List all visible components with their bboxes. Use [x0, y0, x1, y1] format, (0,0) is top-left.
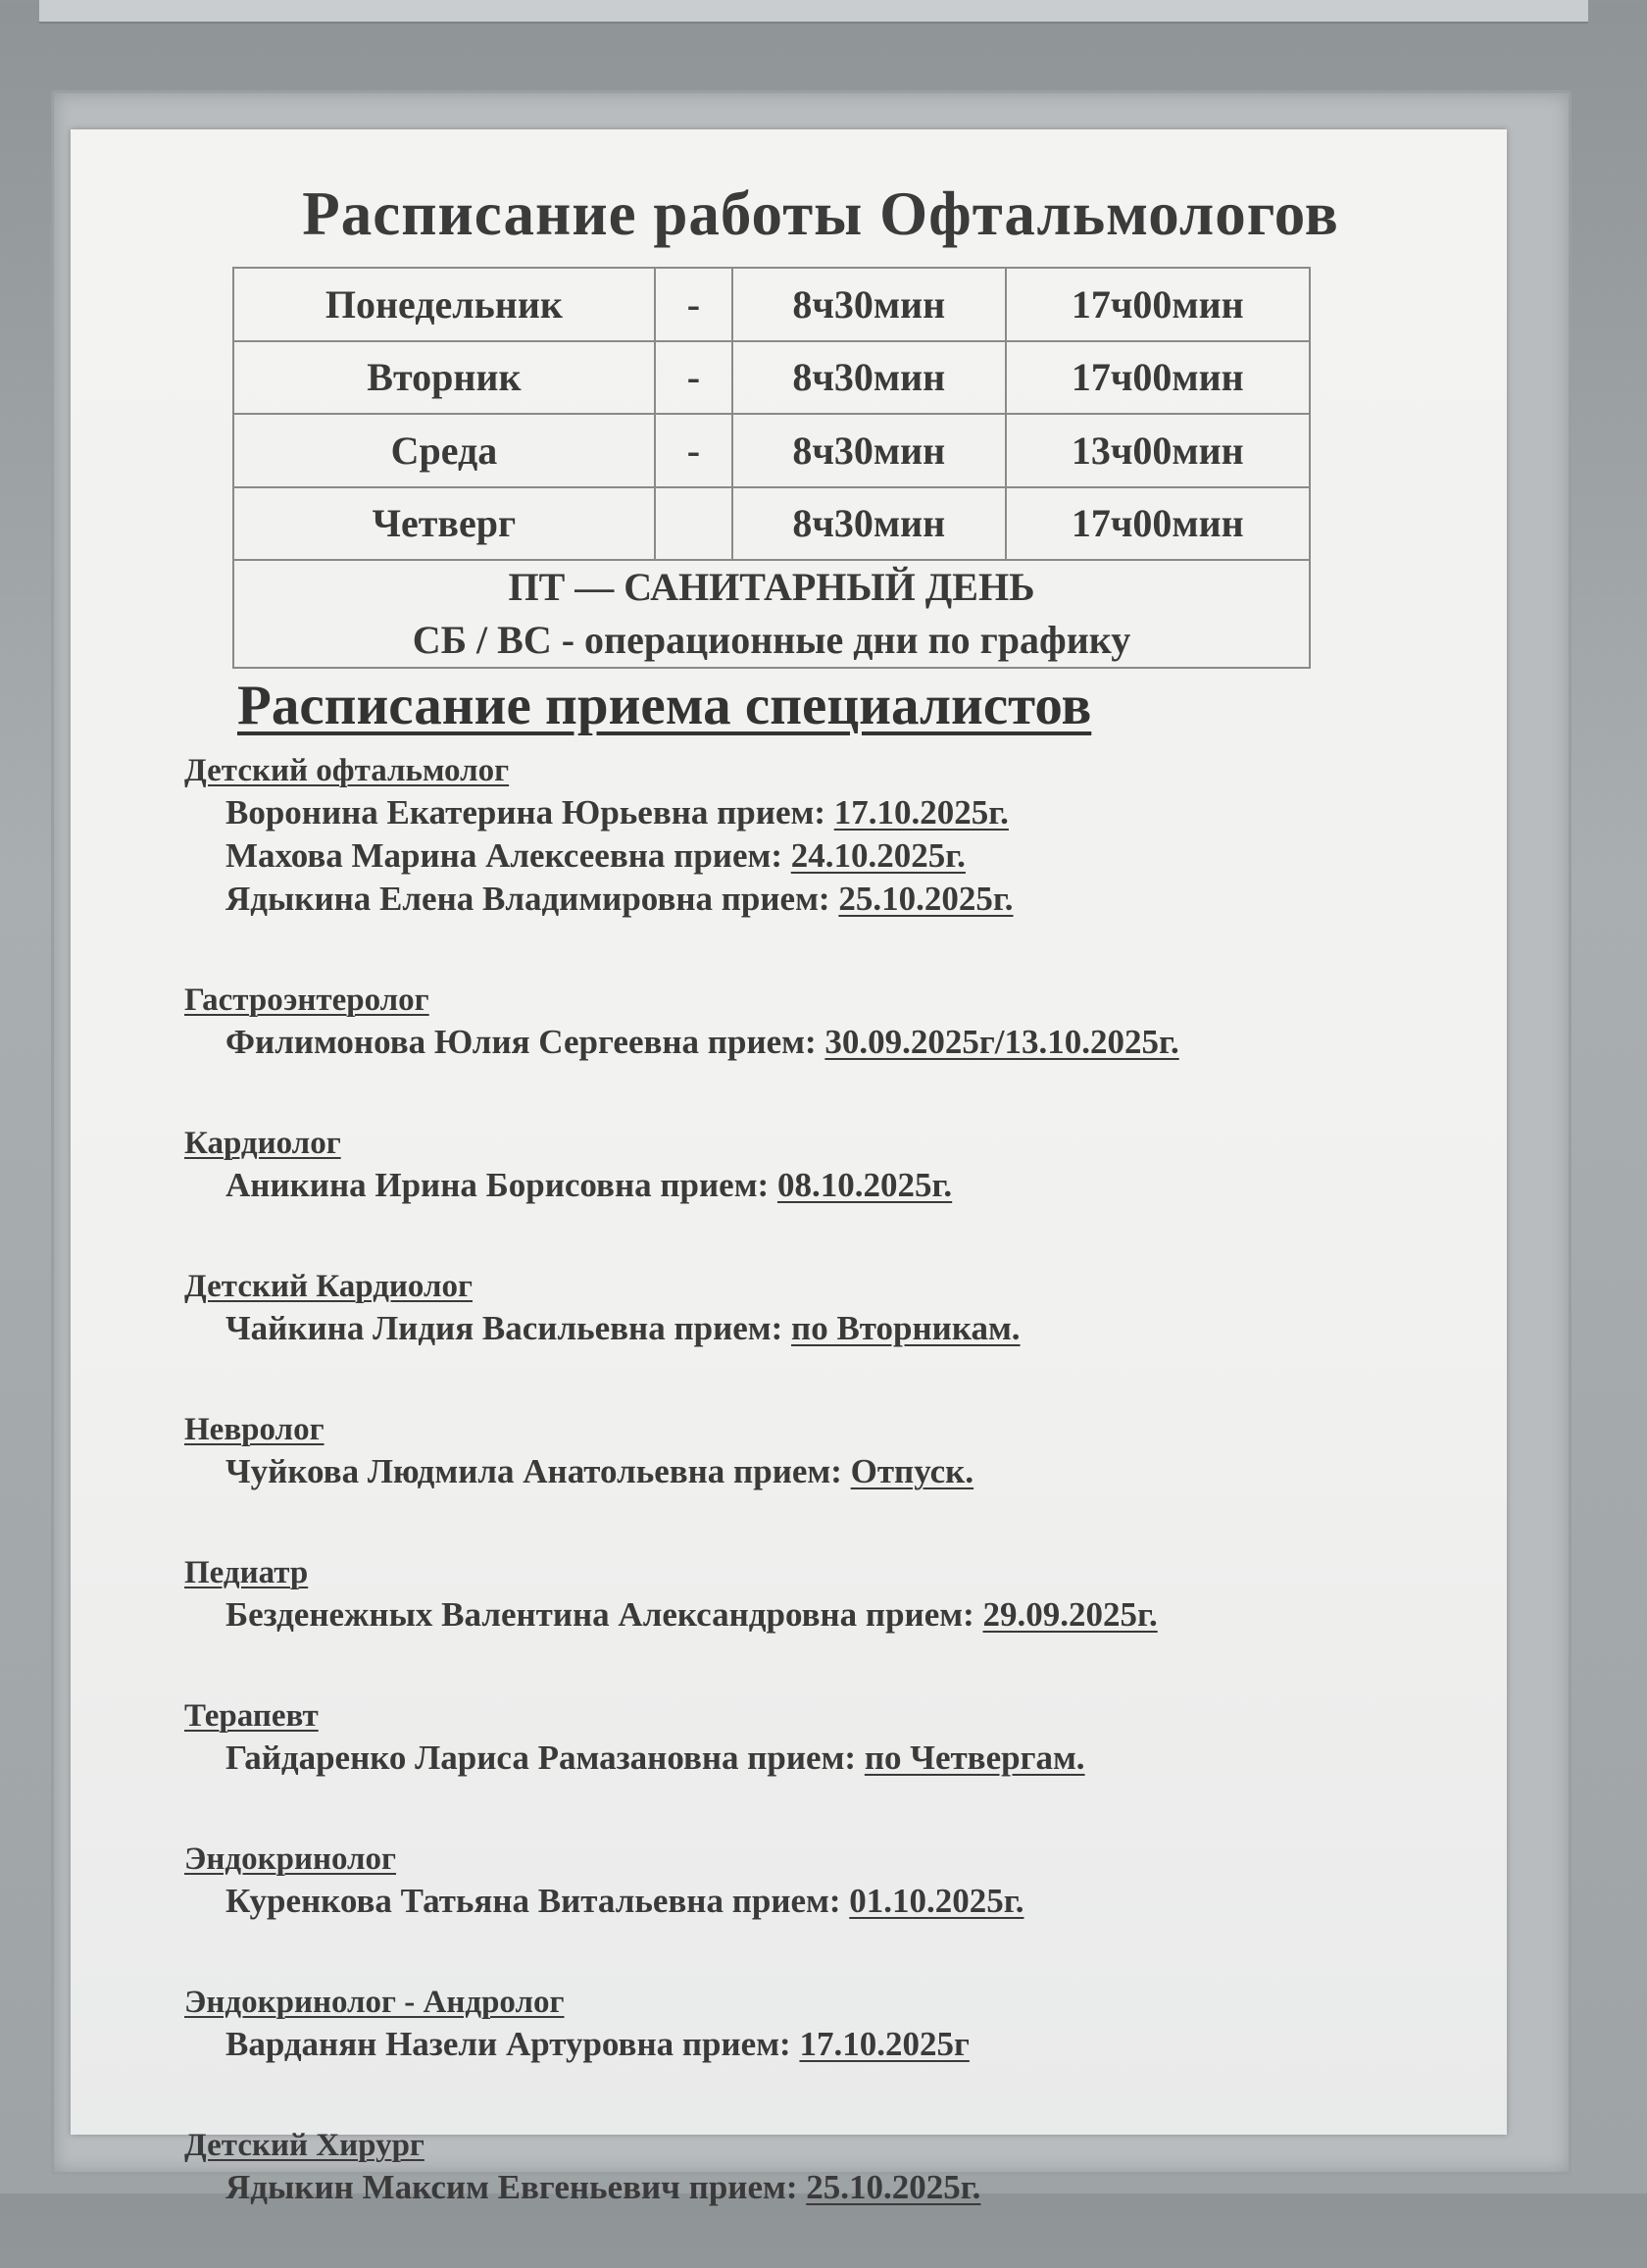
appointment-date: 29.09.2025г. — [982, 1595, 1158, 1634]
appointment-date: по Четвергам. — [864, 1739, 1085, 1777]
doctor-entry — [184, 791, 1478, 834]
schedule-sheet — [71, 129, 1507, 2206]
specialist-section — [184, 1552, 1478, 1637]
specialty-title: Эндокринолог - Андролог — [184, 1985, 565, 2020]
start-time-cell: 8ч30мин — [732, 268, 1006, 341]
weekend-note: СБ / ВС - операционные дни по графику — [412, 618, 1131, 662]
start-time-cell: 8ч30мин — [732, 487, 1006, 561]
specialty-title: Гастроэнтеролог — [184, 983, 429, 1018]
doctor-name: Филимонова Юлия Сергеевна прием: — [225, 1023, 825, 1061]
work-hours-table — [232, 267, 1311, 669]
doctor-name: Ядыкин Максим Евгеньевич прием: — [225, 2168, 807, 2206]
doctor-entry — [184, 1021, 1478, 1064]
day-cell: Четверг — [233, 487, 655, 561]
specialty-title: Педиатр — [184, 1555, 309, 1590]
end-time-cell: 17ч00мин — [1006, 487, 1310, 561]
table-row — [233, 268, 1310, 341]
table-row — [233, 414, 1310, 487]
doctor-entry — [184, 1880, 1478, 1923]
specialist-section — [184, 1409, 1478, 1493]
specialist-section — [184, 1839, 1478, 1923]
doctor-name: Ядыкина Елена Владимировна прием: — [225, 880, 839, 918]
doctor-name: Куренкова Татьяна Витальевна прием: — [225, 1882, 850, 1920]
specialty-title: Невролог — [184, 1412, 324, 1447]
specialist-section — [184, 1123, 1478, 1207]
appointment-date: 30.09.2025г/13.10.2025г. — [824, 1023, 1179, 1061]
doctor-name: Чайкина Лидия Васильевна прием: — [225, 1309, 792, 1347]
doctor-name: Гайдаренко Лариса Рамазановна прием: — [225, 1739, 865, 1777]
doctor-entry — [184, 1164, 1478, 1207]
appointment-date: Отпуск. — [850, 1452, 974, 1490]
specialty-title: Детский офтальмолог — [184, 753, 510, 788]
table-row — [233, 341, 1310, 415]
specialty-title: Кардиолог — [184, 1126, 341, 1161]
doctor-entry — [184, 1307, 1478, 1350]
doctor-name: Махова Марина Алексеевна прием: — [225, 836, 791, 875]
doctor-entry — [184, 878, 1478, 921]
appointment-date: 17.10.2025г — [799, 2025, 970, 2063]
day-cell: Понедельник — [233, 268, 655, 341]
doctor-entry — [184, 1450, 1478, 1493]
specialist-section — [184, 1982, 1478, 2066]
appointment-date: 08.10.2025г. — [776, 1166, 953, 1204]
day-cell: Вторник — [233, 341, 655, 415]
start-time-cell: 8ч30мин — [732, 414, 1006, 487]
specialist-section — [184, 2125, 1478, 2209]
specialty-title: Эндокринолог — [184, 1841, 397, 1877]
appointment-date: 17.10.2025г. — [833, 793, 1009, 832]
doctor-entry — [184, 2023, 1478, 2066]
doctor-entry — [184, 1593, 1478, 1637]
specialist-section — [184, 1695, 1478, 1780]
doctor-name: Варданян Назели Артуровна прием: — [225, 2025, 800, 2063]
end-time-cell: 17ч00мин — [1006, 341, 1310, 415]
table-row — [233, 487, 1310, 561]
specialist-section — [184, 750, 1478, 921]
appointment-date: 24.10.2025г. — [790, 836, 966, 875]
specialist-section — [184, 1266, 1478, 1350]
doctor-name: Воронина Екатерина Юрьевна прием: — [225, 793, 834, 832]
end-time-cell: 13ч00мин — [1006, 414, 1310, 487]
table-row — [233, 560, 1310, 668]
dash-cell: - — [655, 268, 732, 341]
doctor-name: Безденежных Валентина Александровна прием: — [225, 1595, 983, 1634]
dash-cell: - — [655, 341, 732, 415]
specialist-section — [184, 980, 1478, 1064]
doctor-name: Чуйкова Людмила Анатольевна прием: — [225, 1452, 851, 1490]
start-time-cell: 8ч30мин — [732, 341, 1006, 415]
dash-cell — [655, 487, 732, 561]
specialty-title: Детский Хирург — [184, 2128, 424, 2163]
appointment-date: 25.10.2025г. — [838, 880, 1014, 918]
day-cell: Среда — [233, 414, 655, 487]
doctor-entry — [184, 834, 1478, 878]
doctor-entry — [184, 2166, 1478, 2209]
specialists-list — [184, 750, 1478, 2268]
wall-strip — [39, 0, 1588, 24]
specialty-title: Терапевт — [184, 1698, 319, 1734]
sanitary-day-note: ПТ — САНИТАРНЫЙ ДЕНЬ — [508, 565, 1035, 609]
doctor-entry — [184, 1737, 1478, 1780]
notes-cell — [233, 560, 1310, 668]
dash-cell: - — [655, 414, 732, 487]
appointment-date: 25.10.2025г. — [806, 2168, 981, 2206]
appointment-date: по Вторникам. — [791, 1309, 1021, 1347]
specialists-heading: Расписание приема специалистов — [237, 675, 1092, 736]
appointment-date: 01.10.2025г. — [849, 1882, 1024, 1920]
end-time-cell: 17ч00мин — [1006, 268, 1310, 341]
doctor-name: Аникина Ирина Борисовна прием: — [225, 1166, 777, 1204]
page-title: Расписание работы Офтальмологов — [302, 179, 1339, 248]
specialty-title: Детский Кардиолог — [184, 1269, 473, 1304]
